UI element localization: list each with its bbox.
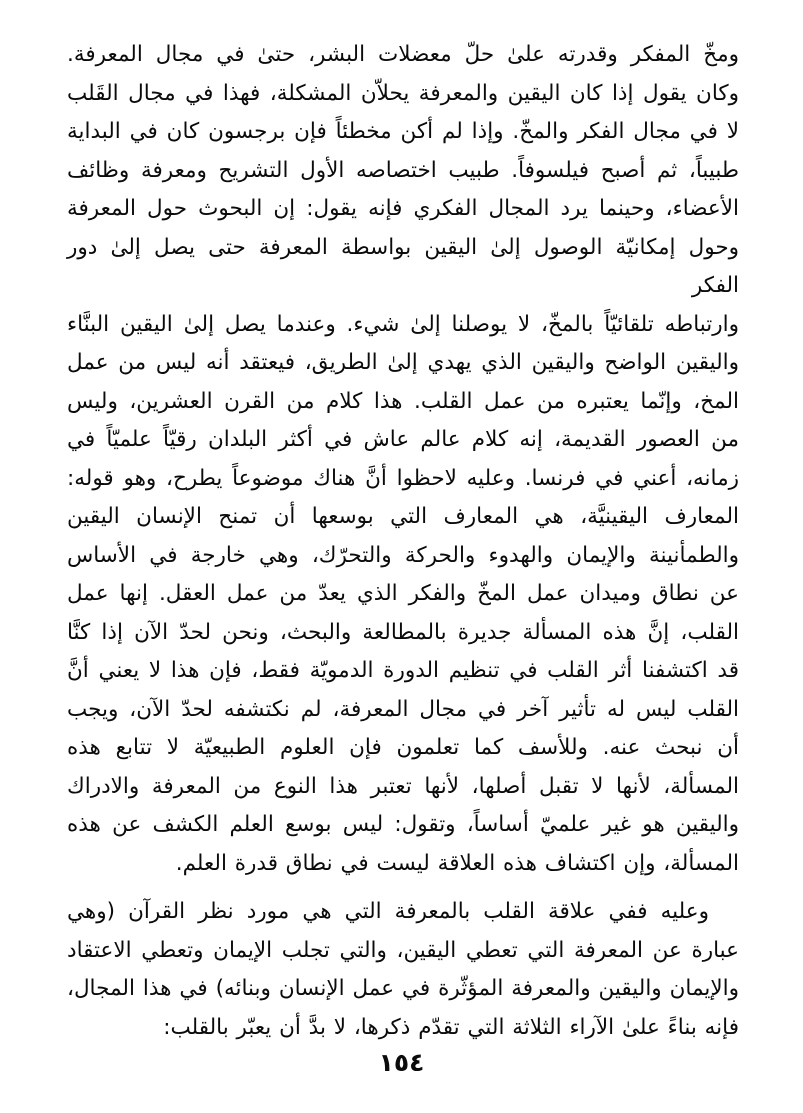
paragraph	[67, 36, 739, 883]
text-line: قد اكتشفنا أثر القلب في تنظيم الدورة الدمويّة فقط، فإن هذا لا يعني أنَّ	[67, 658, 739, 683]
text-line: المسألة، وإن اكتشاف هذه العلاقة ليست في نطاق قدرة العلم.	[175, 850, 739, 876]
text-line: من العصور القديمة، إنه كلام عالم عاش في أكثر البلدان رقيّاً علميّاً في	[67, 427, 739, 452]
text-line: والطمأنينة والإيمان والهدوء والحركة والتحرّك، وهي خارجة في الأساس	[67, 542, 739, 568]
text-line: المعارف اليقينيَّة، هي المعارف التي بوسعها أن تمنح الإنسان اليقين	[67, 504, 739, 529]
text-line: عبارة عن المعرفة التي تعطي اليقين، والتي تجلب الإيمان وتعطي الاعتقاد	[67, 937, 739, 963]
text-line: المخ، وإنّما يعتبره من عمل القلب. هذا كلام من القرن العشرين، وليس	[67, 388, 739, 414]
text-line: ومخّ المفكر وقدرته علىٰ حلّ معضلات البشر، حتىٰ في مجال المعرفة.	[67, 42, 739, 67]
text-line: وارتباطه تلقائيّاً بالمخّ، لا يوصلنا إلىٰ شيء. وعندما يصل إلىٰ اليقين البنَّاء	[67, 311, 739, 337]
text-line: والإيمان واليقين والمعرفة المؤثّرة في عمل الإنسان وبنائه) في هذا المجال،	[67, 976, 739, 1001]
text-line: عن نطاق وميدان عمل المخّ والفكر الذي يعدّ من عمل العقل. إنها عمل	[67, 581, 739, 606]
text-line: فإنه بناءً علىٰ الآراء الثلاثة التي تقدّم ذكرها، لا بدَّ أن يعبّر بالقلب:	[163, 1014, 739, 1040]
page-number: ١٥٤	[378, 1048, 425, 1077]
text-line: القلب، إنَّ هذه المسألة جديرة بالمطالعة والبحث، ونحن لحدّ الآن إذا كنَّا	[67, 619, 739, 645]
text-line: زمانه، أعني في فرنسا. وعليه لاحظوا أنَّ هناك موضوعاً يطرح، وهو قوله:	[67, 465, 739, 491]
text-line: واليقين الواضح واليقين الذي يهدي إلىٰ الطريق، فيعتقد أنه ليس من عمل	[67, 350, 739, 375]
paragraph	[67, 893, 739, 1047]
text-line: وكان يقول إذا كان اليقين والمعرفة يحلاّن المشكلة، فهذا في مجال القَلب	[67, 80, 739, 106]
text-line: أن نبحث عنه. وللأسف كما تعلمون فإن العلوم الطبيعيّة لا تتابع هذه	[67, 735, 739, 760]
text-line: وحول إمكانيّة الوصول إلىٰ اليقين بواسطة المعرفة حتى يصل إلىٰ دور الفكر	[67, 234, 739, 298]
body-text	[67, 36, 739, 1047]
text-line: واليقين هو غير علميّ أساساً، وتقول: ليس بوسع العلم الكشف عن هذه	[67, 812, 739, 837]
text-line: لا في مجال الفكر والمخّ. وإذا لم أكن مخطئاً فإن برجسون كان في البداية	[67, 119, 739, 144]
text-line: القلب ليس له تأثير آخر في مجال المعرفة، لم نكتشفه لحدّ الآن، ويجب	[67, 696, 739, 722]
text-line: طبيباً، ثم أصبح فيلسوفاً. طبيب اختصاصه الأول التشريح ومعرفة وظائف	[67, 157, 739, 183]
text-line: وعليه ففي علاقة القلب بالمعرفة التي هي مورد نظر القرآن (وهي	[67, 899, 709, 924]
text-line: الأعضاء، وحينما يرد المجال الفكري فإنه يقول: إن البحوث حول المعرفة	[67, 196, 739, 221]
text-line: المسألة، لأنها لا تقبل أصلها، لأنها تعتبر هذا النوع من المعرفة والادراك	[67, 773, 739, 799]
